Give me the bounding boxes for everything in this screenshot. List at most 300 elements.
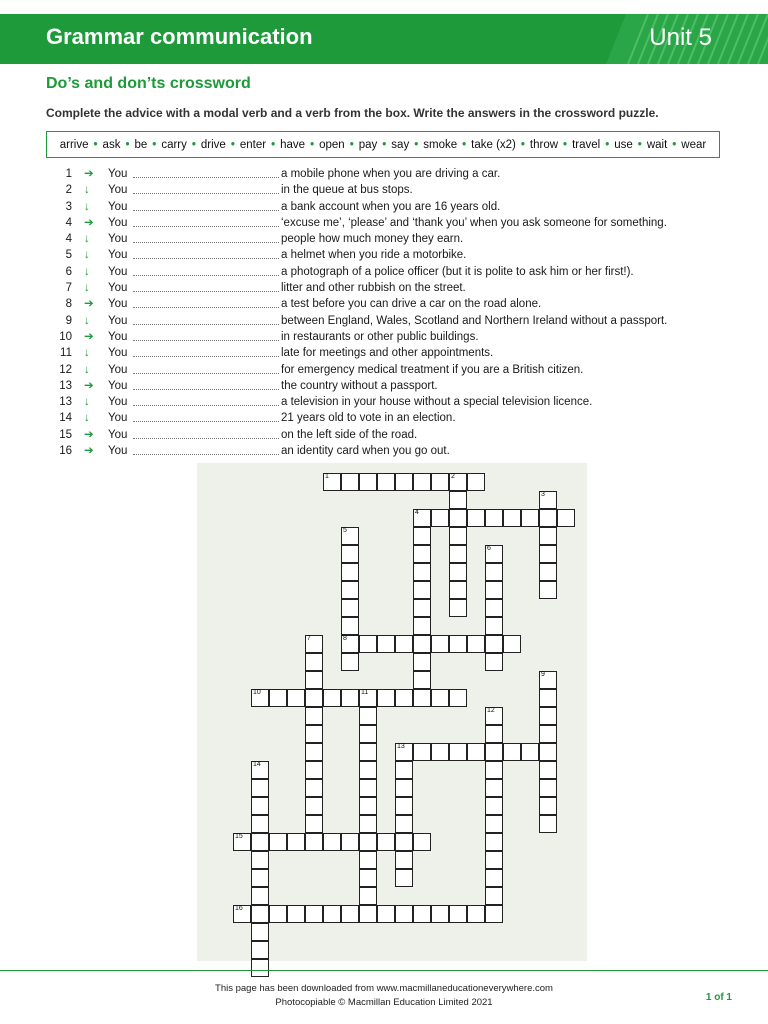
crossword-cell[interactable] [485,581,503,599]
crossword-cell[interactable] [233,905,251,923]
clue-text: a mobile phone when you are driving a car. [281,168,501,180]
clue-subject: You [108,184,128,197]
clue-subject: You [108,233,128,246]
crossword-cell[interactable] [431,473,449,491]
cell-number: 3 [541,491,545,498]
separator-dot: • [349,138,354,151]
crossword-cell[interactable] [431,743,449,761]
crossword-cell[interactable] [305,761,323,779]
clue-subject: You [108,363,128,376]
word-box-item: ask [102,138,121,151]
crossword-cell[interactable] [305,707,323,725]
crossword-cell[interactable] [341,905,359,923]
crossword-cell[interactable] [359,887,377,905]
crossword-cell[interactable] [251,905,269,923]
clue-row [46,264,746,280]
crossword-cell[interactable] [359,905,377,923]
crossword-cell[interactable] [395,761,413,779]
crossword-cell[interactable] [305,743,323,761]
crossword-cell[interactable] [485,869,503,887]
header-banner [0,14,768,64]
crossword-cell[interactable] [359,689,377,707]
crossword-cell[interactable] [539,743,557,761]
crossword-cell[interactable] [251,869,269,887]
crossword-cell[interactable] [269,905,287,923]
crossword-cell[interactable] [251,941,269,959]
crossword-cell[interactable] [521,743,539,761]
crossword-cell[interactable] [395,833,413,851]
separator-dot: • [191,138,196,151]
down-arrow-icon: ↓ [84,265,90,278]
right-arrow-icon: ➔ [84,168,94,180]
crossword-cell[interactable] [287,905,305,923]
crossword-cell[interactable] [251,815,269,833]
right-arrow-icon: ➔ [84,428,94,441]
clue-row [46,166,746,182]
cell-number: 10 [253,689,261,696]
crossword-cell[interactable] [359,761,377,779]
crossword-cell[interactable] [449,635,467,653]
clue-subject: You [108,445,128,458]
crossword-cell[interactable] [395,851,413,869]
crossword-cell[interactable] [395,689,413,707]
clue-text: a television in your house without a special television licence. [281,396,593,409]
crossword-cell[interactable] [449,509,467,527]
clue-subject: You [108,314,128,327]
crossword-cell[interactable] [413,653,431,671]
crossword-cell[interactable] [251,851,269,869]
crossword-cell[interactable] [395,905,413,923]
clue-number: 13 [59,379,72,392]
crossword-cell[interactable] [449,743,467,761]
clue-number: 16 [59,445,72,458]
crossword-cell[interactable] [359,725,377,743]
crossword-cell[interactable] [485,707,503,725]
crossword-cell[interactable] [467,509,485,527]
crossword-cell[interactable] [269,689,287,707]
crossword-cell[interactable] [341,599,359,617]
clue-number: 8 [65,298,72,311]
crossword-cell[interactable] [359,779,377,797]
crossword-cell[interactable] [539,761,557,779]
crossword-cell[interactable] [485,653,503,671]
crossword-cell[interactable] [323,905,341,923]
crossword-cell[interactable] [413,671,431,689]
crossword-cell[interactable] [413,905,431,923]
clue-text: on the left side of the road. [281,428,418,441]
clue-text: the country without a passport. [281,379,438,392]
crossword-cell[interactable] [323,689,341,707]
crossword-cell[interactable] [431,635,449,653]
cell-number: 14 [253,761,261,768]
answer-blank[interactable] [133,324,279,325]
clue-number: 15 [59,428,72,441]
clue-subject: You [108,347,128,360]
clue-row [46,280,746,296]
crossword-cell[interactable] [485,743,503,761]
crossword-cell[interactable] [251,779,269,797]
clue-row [46,427,746,443]
crossword-cell[interactable] [449,599,467,617]
crossword-cell[interactable] [539,707,557,725]
answer-blank[interactable] [133,226,279,227]
clue-row [46,231,746,247]
clue-row [46,362,746,378]
crossword-cell[interactable] [305,797,323,815]
crossword-cell[interactable] [359,473,377,491]
clue-row [46,313,746,329]
crossword-cell[interactable] [341,563,359,581]
crossword-cell[interactable] [449,563,467,581]
answer-blank[interactable] [133,210,279,211]
crossword-cell[interactable] [305,725,323,743]
clue-number: 6 [65,265,72,278]
unit-label: Unit 5 [649,24,712,51]
crossword-cell[interactable] [485,545,503,563]
down-arrow-icon: ↓ [84,233,90,246]
crossword-cell[interactable] [305,833,323,851]
crossword-cell[interactable] [233,833,251,851]
down-arrow-icon: ↓ [84,412,90,425]
clue-row [46,215,746,231]
crossword-cell[interactable] [377,833,395,851]
crossword-cell[interactable] [359,797,377,815]
crossword-cell[interactable] [395,815,413,833]
answer-blank[interactable] [133,242,279,243]
clue-number: 10 [59,330,72,343]
cell-number: 13 [397,743,405,750]
separator-dot: • [271,138,276,151]
clue-number: 7 [65,282,72,295]
crossword-cell[interactable] [323,473,341,491]
crossword-cell[interactable] [485,617,503,635]
answer-blank[interactable] [133,405,279,406]
crossword-cell[interactable] [431,689,449,707]
crossword-cell[interactable] [305,815,323,833]
crossword-cell[interactable] [539,563,557,581]
clue-row [46,199,746,215]
separator-dot: • [93,138,98,151]
crossword-cell[interactable] [359,635,377,653]
answer-blank[interactable] [133,177,279,178]
word-box-item: enter [239,138,267,151]
crossword-cell[interactable] [377,635,395,653]
crossword-cell[interactable] [377,689,395,707]
cell-number: 11 [361,689,369,696]
crossword-cell[interactable] [287,833,305,851]
clue-number: 2 [65,184,72,197]
right-arrow-icon: ➔ [84,445,94,458]
crossword-cell[interactable] [467,743,485,761]
answer-blank[interactable] [133,454,279,455]
clue-row [46,410,746,426]
clue-subject: You [108,428,128,441]
answer-blank[interactable] [133,389,279,390]
crossword-cell[interactable] [539,491,557,509]
separator-dot: • [152,138,157,151]
crossword-cell[interactable] [539,725,557,743]
crossword-cell[interactable] [539,527,557,545]
down-arrow-icon: ↓ [84,314,90,327]
crossword-cell[interactable] [431,509,449,527]
answer-blank[interactable] [133,438,279,439]
right-arrow-icon: ➔ [84,379,94,392]
crossword-cell[interactable] [485,509,503,527]
crossword-cell[interactable] [251,797,269,815]
crossword-cell[interactable] [485,797,503,815]
cell-number: 2 [451,473,455,480]
answer-blank[interactable] [133,373,279,374]
crossword-cell[interactable] [341,653,359,671]
crossword-cell[interactable] [359,815,377,833]
crossword-cell[interactable] [467,635,485,653]
down-arrow-icon: ↓ [84,396,90,409]
answer-blank[interactable] [133,291,279,292]
crossword-cell[interactable] [485,905,503,923]
down-arrow-icon: ↓ [84,282,90,295]
crossword-cell[interactable] [377,905,395,923]
down-arrow-icon: ↓ [84,249,90,262]
separator-dot: • [310,138,315,151]
crossword-cell[interactable] [341,689,359,707]
download-note: This page has been downloaded from www.macmillaneducationeverywhere.com [215,983,553,994]
crossword-cell[interactable] [413,581,431,599]
separator-dot: • [605,138,610,151]
answer-blank[interactable] [133,307,279,308]
clue-list [46,166,746,459]
crossword-cell[interactable] [521,509,539,527]
clue-text: for emergency medical treatment if you are a British citizen. [281,363,584,376]
word-box-item: carry [161,138,187,151]
page-title: Grammar communication [46,24,313,49]
cell-number: 6 [487,545,491,552]
crossword-cell[interactable] [485,761,503,779]
section-heading: Do’s and don’ts crossword [46,75,251,92]
word-box-item: take (x2) [471,138,516,151]
crossword-cell[interactable] [251,833,269,851]
crossword-cell[interactable] [539,815,557,833]
down-arrow-icon: ↓ [84,184,90,197]
crossword-cell[interactable] [359,707,377,725]
clue-text: a helmet when you ride a motorbike. [281,249,467,262]
crossword-cell[interactable] [485,887,503,905]
word-box-item: throw [529,138,559,151]
crossword-cell[interactable] [251,959,269,977]
separator-dot: • [414,138,419,151]
crossword-cell[interactable] [539,509,557,527]
cell-number: 9 [541,671,545,678]
crossword-cell[interactable] [413,527,431,545]
crossword-cell[interactable] [485,779,503,797]
clue-number: 11 [60,347,72,360]
word-box-item: be [134,138,148,151]
down-arrow-icon: ↓ [84,347,90,360]
crossword-cell[interactable] [485,563,503,581]
answer-blank[interactable] [133,275,279,276]
clue-subject: You [108,216,128,229]
right-arrow-icon: ➔ [84,330,94,343]
crossword-cell[interactable] [431,905,449,923]
clue-number: 4 [65,216,72,229]
crossword-cell[interactable] [449,491,467,509]
crossword-cell[interactable] [413,599,431,617]
crossword-cell[interactable] [449,527,467,545]
clue-row [46,247,746,263]
crossword-cell[interactable] [413,563,431,581]
crossword-cell[interactable] [341,473,359,491]
crossword-cell[interactable] [413,509,431,527]
crossword-cell[interactable] [485,635,503,653]
crossword-cell[interactable] [449,581,467,599]
clue-subject: You [108,265,128,278]
crossword-cell[interactable] [485,599,503,617]
separator-dot: • [520,138,525,151]
clue-row [46,394,746,410]
separator-dot: • [462,138,467,151]
right-arrow-icon: ➔ [84,216,94,229]
crossword-cell[interactable] [413,833,431,851]
clue-text: a bank account when you are 16 years old. [281,200,501,213]
word-box-item: have [280,138,306,151]
crossword-cell[interactable] [359,833,377,851]
crossword-cell[interactable] [341,527,359,545]
crossword-cell[interactable] [539,671,557,689]
crossword-cell[interactable] [485,833,503,851]
crossword-cell[interactable] [251,923,269,941]
right-arrow-icon: ➔ [84,298,94,311]
crossword-cell[interactable] [395,779,413,797]
clue-number: 4 [65,233,72,246]
crossword-cell[interactable] [305,653,323,671]
answer-blank[interactable] [133,421,279,422]
crossword-cell[interactable] [539,689,557,707]
crossword-cell[interactable] [449,473,467,491]
clue-number: 5 [65,249,72,262]
clue-row [46,296,746,312]
crossword-cell[interactable] [323,833,341,851]
answer-blank[interactable] [133,356,279,357]
clue-subject: You [108,379,128,392]
clue-subject: You [108,330,128,343]
crossword-cell[interactable] [449,545,467,563]
crossword-cell[interactable] [359,743,377,761]
clue-number: 14 [59,412,72,425]
crossword-cell[interactable] [269,833,287,851]
crossword-cell[interactable] [305,905,323,923]
crossword-cell[interactable] [503,743,521,761]
crossword-cell[interactable] [395,869,413,887]
crossword-cell[interactable] [539,797,557,815]
crossword-cell[interactable] [359,869,377,887]
crossword-cell[interactable] [449,905,467,923]
copyright-note: Photocopiable © Macmillan Education Limited 2021 [275,997,493,1008]
clue-subject: You [108,396,128,409]
crossword-cell[interactable] [305,689,323,707]
separator-dot: • [382,138,387,151]
crossword-cell[interactable] [413,473,431,491]
crossword-cell[interactable] [359,851,377,869]
crossword-cell[interactable] [413,635,431,653]
crossword-cell[interactable] [341,635,359,653]
answer-blank[interactable] [133,258,279,259]
answer-blank[interactable] [133,340,279,341]
crossword-cell[interactable] [395,797,413,815]
clue-text: ‘excuse me’, ‘please’ and ‘thank you’ when you ask someone for something. [281,216,667,229]
crossword-cell[interactable] [395,743,413,761]
crossword-grid [197,463,587,961]
word-box-item: open [319,138,345,151]
clue-subject: You [108,249,128,262]
crossword-cell[interactable] [251,761,269,779]
crossword-cell[interactable] [305,671,323,689]
crossword-cell[interactable] [341,617,359,635]
crossword-cell[interactable] [539,545,557,563]
cell-number: 4 [415,509,419,516]
crossword-cell[interactable] [251,689,269,707]
crossword-cell[interactable] [413,545,431,563]
crossword-cell[interactable] [449,689,467,707]
crossword-cell[interactable] [557,509,575,527]
clue-text: an identity card when you go out. [281,445,450,458]
clue-row [46,345,746,361]
word-box-item: say [391,138,410,151]
crossword-cell[interactable] [485,815,503,833]
crossword-cell[interactable] [413,617,431,635]
crossword-cell[interactable] [503,509,521,527]
crossword-cell[interactable] [377,473,395,491]
separator-dot: • [125,138,130,151]
clue-number: 9 [65,314,72,327]
word-box-item: wear [681,138,707,151]
crossword-cell[interactable] [485,725,503,743]
word-box [46,131,720,158]
clue-subject: You [108,282,128,295]
word-box-item: use [614,138,633,151]
separator-dot: • [563,138,568,151]
clue-number: 13 [59,396,72,409]
clue-row [46,329,746,345]
crossword-cell[interactable] [305,779,323,797]
crossword-cell[interactable] [413,689,431,707]
crossword-cell[interactable] [341,833,359,851]
crossword-cell[interactable] [251,887,269,905]
clue-text: a photograph of a police officer (but it is polite to ask him or her first!). [281,265,634,278]
crossword-cell[interactable] [395,635,413,653]
word-box-item: drive [200,138,226,151]
down-arrow-icon: ↓ [84,363,90,376]
crossword-cell[interactable] [305,635,323,653]
crossword-cell[interactable] [287,689,305,707]
crossword-cell[interactable] [467,473,485,491]
crossword-cell[interactable] [467,905,485,923]
answer-blank[interactable] [133,193,279,194]
crossword-cell[interactable] [485,851,503,869]
page-number: 1 of 1 [705,992,732,1003]
crossword-cell[interactable] [341,581,359,599]
crossword-cell[interactable] [341,545,359,563]
word-box-item: pay [358,138,378,151]
crossword-cell[interactable] [503,635,521,653]
clue-row [46,443,746,459]
cell-number: 16 [235,905,243,912]
crossword-cell[interactable] [413,743,431,761]
crossword-cell[interactable] [395,473,413,491]
word-box-item: travel [572,138,601,151]
word-box-item: wait [646,138,668,151]
crossword-cell[interactable] [539,779,557,797]
crossword-cell[interactable] [539,581,557,599]
cell-number: 12 [487,707,495,714]
